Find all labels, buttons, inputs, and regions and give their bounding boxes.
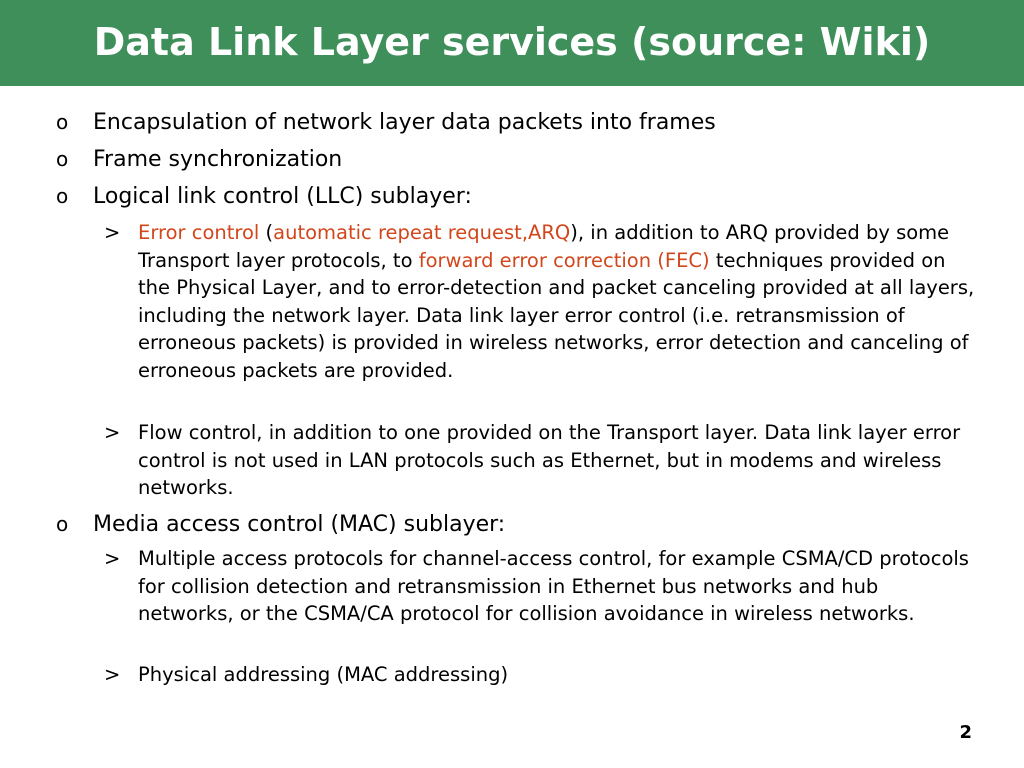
sub-bullet-text: Flow control, in addition to one provided on the Transport layer. Data link layer error control is not used in LAN protocols such as Ethernet, but in modems and wireless networks. xyxy=(138,421,961,499)
link-fec[interactable]: forward error correction (FEC) xyxy=(418,248,710,272)
bullet-text: Media access control (MAC) sublayer: xyxy=(93,512,506,537)
bullet-marker-icon: o xyxy=(56,184,69,208)
bullet-text: Encapsulation of network layer data packets into frames xyxy=(93,110,716,135)
sub-bullet-marker-icon: > xyxy=(104,547,121,570)
sub-bullet-marker-icon: > xyxy=(104,663,121,686)
text-span: ), in addition to ARQ provided by some Transport layer protocols, to xyxy=(138,221,950,272)
text-span: ( xyxy=(259,221,274,244)
sub-bullet-text xyxy=(138,219,978,384)
sub-bullet-marker-icon: > xyxy=(104,421,121,444)
sub-bullet-text: Multiple access protocols for channel-access control, for example CSMA/CD protocols for collision detection and retransmission in Ethernet bus networks and hub networks, or the CSMA/CA protocol for collision avoidance in wireless networks. xyxy=(138,547,969,625)
sub-bullet-marker-icon: > xyxy=(104,221,121,244)
bullet-text: Logical link control (LLC) sublayer: xyxy=(93,184,472,209)
sub-bullet-text: Physical addressing (MAC addressing) xyxy=(138,663,509,686)
bullet-text: Frame synchronization xyxy=(93,147,343,172)
bullet-marker-icon: o xyxy=(56,110,69,134)
link-arq[interactable]: automatic repeat request,ARQ xyxy=(273,221,571,244)
text-span: techniques provided on the Physical Layer, and to error-detection and packet canceling provided at all layers, including the network layer. Data link layer error control (i.e. retransmission of erroneous packets) is provided in wireless networks, error detection and canceling of erroneous packets are provided. xyxy=(138,248,975,382)
slide-title: Data Link Layer services (source: Wiki) xyxy=(93,20,931,64)
page-number: 2 xyxy=(959,722,972,743)
bullet-marker-icon: o xyxy=(56,512,69,536)
link-error-control[interactable]: Error control xyxy=(138,221,260,244)
bullet-marker-icon: o xyxy=(56,147,69,171)
